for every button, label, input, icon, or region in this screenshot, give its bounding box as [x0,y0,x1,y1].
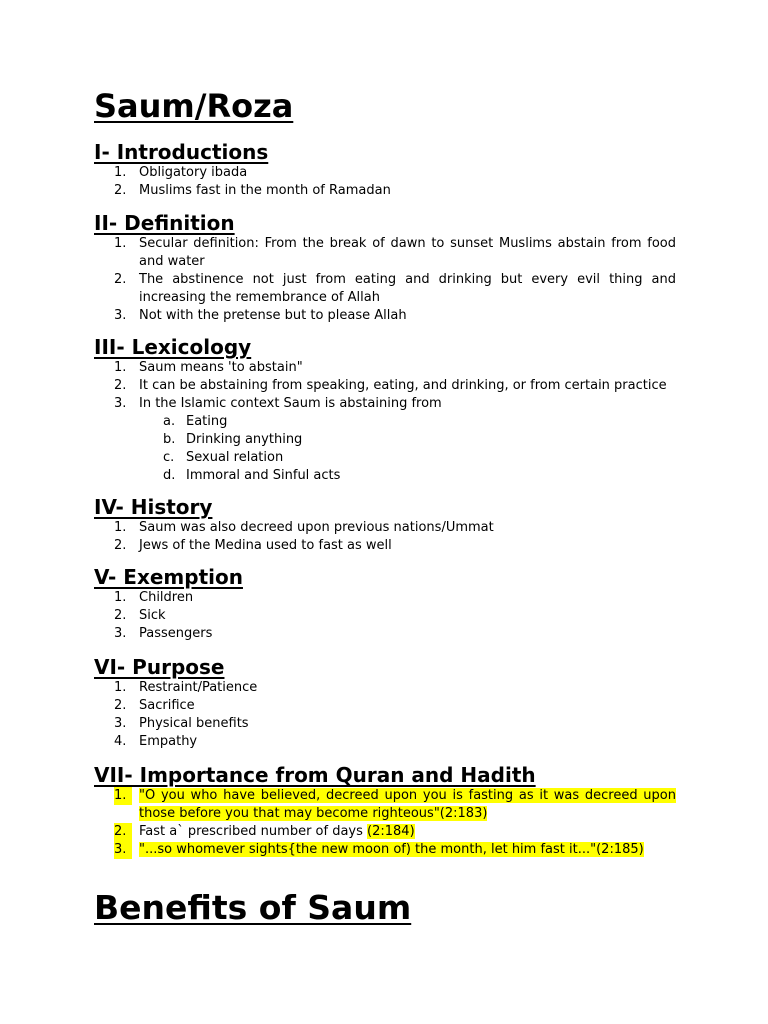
sublist-letter: a. [163,414,176,429]
sublist-item [94,413,676,431]
sublist-item [94,431,676,449]
list-number: 1. [114,236,127,251]
numbered-list [94,519,676,555]
section-history [94,495,676,555]
list-item-text: Sacrifice [139,698,195,713]
list-item [94,733,676,751]
benefits-heading: Benefits of Saum [94,888,412,927]
section-purpose [94,655,676,751]
sublist-item [94,449,676,467]
list-item [94,589,676,607]
list-number: 2. [114,608,127,623]
list-number: 1. [114,680,127,695]
numbered-list [94,787,676,859]
list-item [94,164,676,182]
list-item-highlighted [94,841,676,859]
list-number: 2. [114,183,127,198]
list-item-text: The abstinence not just from eating and drinking but every evil thing and increasing the remembrance of Allah [139,272,676,305]
section-introductions [94,140,676,200]
verse-reference: (2:184) [367,824,415,839]
sublist-item-text: Sexual relation [186,450,284,465]
section-heading: I- Introductions [94,140,269,164]
list-item-text: In the Islamic context Saum is abstaining from [139,396,442,411]
section-heading: III- Lexicology [94,335,252,359]
list-number: 3. [114,396,127,411]
list-item-text: Saum means 'to abstain" [139,360,303,375]
list-item [94,271,676,307]
list-number: 3. [114,308,127,323]
list-item-text: Sick [139,608,166,623]
list-item-highlighted [94,787,676,823]
list-item [94,715,676,733]
list-number: 3. [114,716,127,731]
sublist-letter: d. [163,468,176,483]
list-item [94,235,676,271]
list-item-text: Fast a` prescribed number of days [139,824,368,839]
list-item [94,537,676,555]
section-heading: II- Definition [94,211,235,235]
list-number: 2. [114,698,127,713]
sublist-letter: b. [163,432,176,447]
list-number: 1. [114,165,127,180]
section-heading: IV- History [94,495,213,519]
sublist-letter: c. [163,450,175,465]
quran-quote-text: "...so whomever sights{the new moon of) the month, let him fast it..."(2:185) [139,842,644,857]
list-number: 3. [114,841,132,859]
quran-quote-text: "O you who have believed, decreed upon you is fasting as it was decreed upon those before you that may become righteous"(2:183) [139,788,676,821]
list-number: 2. [114,378,127,393]
list-number: 2. [114,272,127,287]
list-item [94,607,676,625]
section-lexicology [94,335,676,485]
list-number: 1. [114,360,127,375]
numbered-list [94,359,676,413]
list-item-text: Empathy [139,734,198,749]
section-importance-quran-hadith [94,763,676,859]
list-item-text: Jews of the Medina used to fast as well [139,538,392,553]
lettered-sublist [94,413,676,485]
list-number: 2. [114,823,132,841]
numbered-list [94,164,676,200]
list-item-text: Restraint/Patience [139,680,258,695]
section-heading: VII- Importance from Quran and Hadith [94,763,536,787]
list-item [94,823,676,841]
list-item-text: Not with the pretense but to please Allah [139,308,407,323]
list-item-text: Physical benefits [139,716,249,731]
sublist-item-text: Immoral and Sinful acts [186,468,341,483]
list-item [94,395,676,413]
list-item [94,697,676,715]
list-item-text: Saum was also decreed upon previous nations/Ummat [139,520,494,535]
list-item [94,377,676,395]
list-number: 1. [114,787,132,805]
list-item [94,182,676,200]
sublist-item-text: Drinking anything [186,432,303,447]
list-item [94,679,676,697]
list-item [94,307,676,325]
list-item [94,625,676,643]
list-number: 2. [114,538,127,553]
list-item-text: Muslims fast in the month of Ramadan [139,183,391,198]
document-body [94,140,676,859]
numbered-list [94,235,676,325]
numbered-list [94,679,676,751]
list-number: 1. [114,520,127,535]
document-title: Saum/Roza [94,87,294,125]
section-exemption [94,565,676,643]
list-number: 3. [114,626,127,641]
list-number: 4. [114,734,127,749]
list-item [94,519,676,537]
section-definition [94,211,676,325]
sublist-item [94,467,676,485]
list-item [94,359,676,377]
section-heading: V- Exemption [94,565,243,589]
list-item-text: It can be abstaining from speaking, eating, and drinking, or from certain practice [139,378,667,393]
list-item-text: Obligatory ibada [139,165,248,180]
list-number: 1. [114,590,127,605]
list-item-text: Secular definition: From the break of dawn to sunset Muslims abstain from food and water [139,236,676,269]
list-item-text: Passengers [139,626,213,641]
list-item-text: Children [139,590,194,605]
sublist-item-text: Eating [186,414,228,429]
section-heading: VI- Purpose [94,655,225,679]
numbered-list [94,589,676,643]
